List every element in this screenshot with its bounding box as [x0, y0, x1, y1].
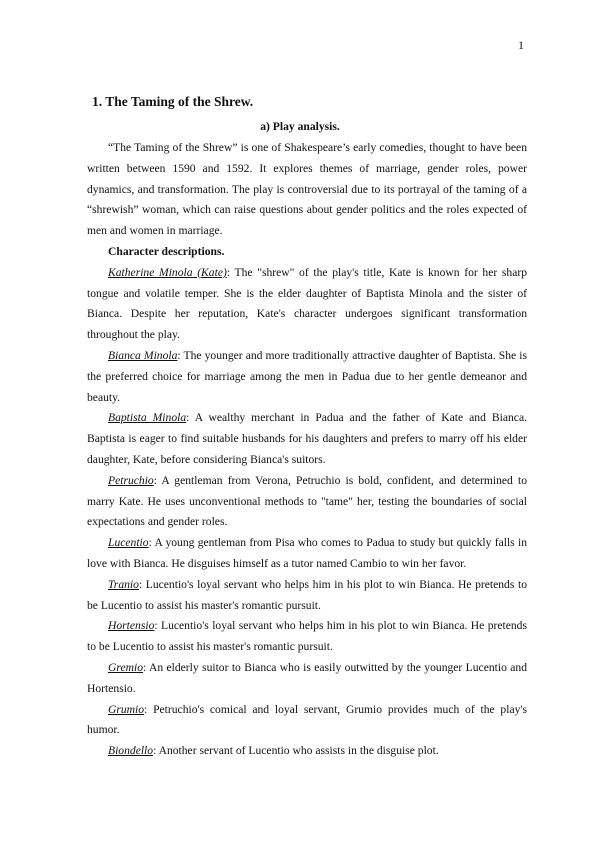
character-description: : Lucentio's loyal servant who helps him in his plot to win Bianca. He pretends to be Lucentio to assist his master's romantic pursuit.	[87, 619, 527, 654]
character-entry-tranio	[87, 575, 527, 617]
character-name: Hortensio	[108, 619, 155, 633]
character-description: : An elderly suitor to Bianca who is easily outwitted by the younger Lucentio and Hortensio.	[87, 660, 527, 695]
character-name: Tranio	[108, 577, 139, 591]
character-description: : Petruchio's comical and loyal servant, Grumio provides much of the play's humor.	[87, 702, 527, 737]
character-entry-grumio	[87, 700, 527, 742]
character-description: : The "shrew" of the play's title, Kate is known for her sharp tongue and volatile temper. She is the elder daughter of Baptista Minola and the sister of Bianca. Despite her reputation, Kate's character undergoes significant transformation throughout the play.	[87, 265, 527, 342]
character-description: : Lucentio's loyal servant who helps him in his plot to win Bianca. He pretends to be Lucentio to assist his master's romantic pursuit.	[87, 577, 527, 612]
chapter-heading: 1. The Taming of the Shrew.	[92, 94, 254, 109]
characters-heading: Character descriptions.	[108, 244, 225, 258]
character-description: : A gentleman from Verona, Petruchio is bold, confident, and determined to marry Kate. He uses unconventional methods to "tame" her, testing the boundaries of social expectations and gender roles.	[87, 473, 527, 529]
character-description: : The younger and more traditionally attractive daughter of Baptista. She is the preferred choice for marriage among the men in Padua due to her gentle demeanor and beauty.	[87, 348, 527, 404]
character-entry-petruchio	[87, 471, 527, 533]
character-name: Lucentio	[108, 536, 149, 550]
document-body	[87, 138, 527, 762]
character-name: Grumio	[108, 702, 145, 716]
character-name: Katherine Minola (Kate)	[108, 265, 227, 279]
character-description: : A wealthy merchant in Padua and the father of Kate and Bianca. Baptista is eager to find suitable husbands for his daughters and prefers to marry off his elder daughter, Kate, before considering Bianca's suitors.	[87, 411, 527, 466]
character-name: Bianca Minola	[108, 348, 178, 362]
character-description: : A young gentleman from Pisa who comes to Padua to study but quickly falls in love with Bianca. He disguises himself as a tutor named Cambio to win her favor.	[87, 536, 527, 570]
character-entry-hortensio	[87, 616, 527, 658]
character-entry-kate	[87, 263, 527, 346]
character-entry-gremio	[87, 658, 527, 700]
character-entry-biondello	[87, 741, 527, 762]
character-name: Biondello	[108, 744, 154, 758]
character-name: Petruchio	[108, 473, 154, 487]
page-number: 1	[518, 38, 524, 52]
character-entry-baptista	[87, 408, 527, 470]
character-entry-bianca	[87, 346, 527, 408]
character-description: : Another servant of Lucentio who assists in the disguise plot.	[153, 744, 439, 758]
section-heading: a) Play analysis.	[260, 120, 340, 133]
character-entry-lucentio	[87, 533, 527, 575]
intro-paragraph: “The Taming of the Shrew” is one of Shakespeare’s early comedies, thought to have been written between 1590 and 1592. It explores themes of marriage, gender roles, power dynamics, and transformation. The play is controversial due to its portrayal of the taming of a “shrewish” woman, which can raise questions about gender politics and the roles expected of men and women in marriage.	[87, 141, 527, 238]
character-name: Gremio	[108, 660, 143, 674]
character-name: Baptista Minola	[108, 411, 187, 425]
